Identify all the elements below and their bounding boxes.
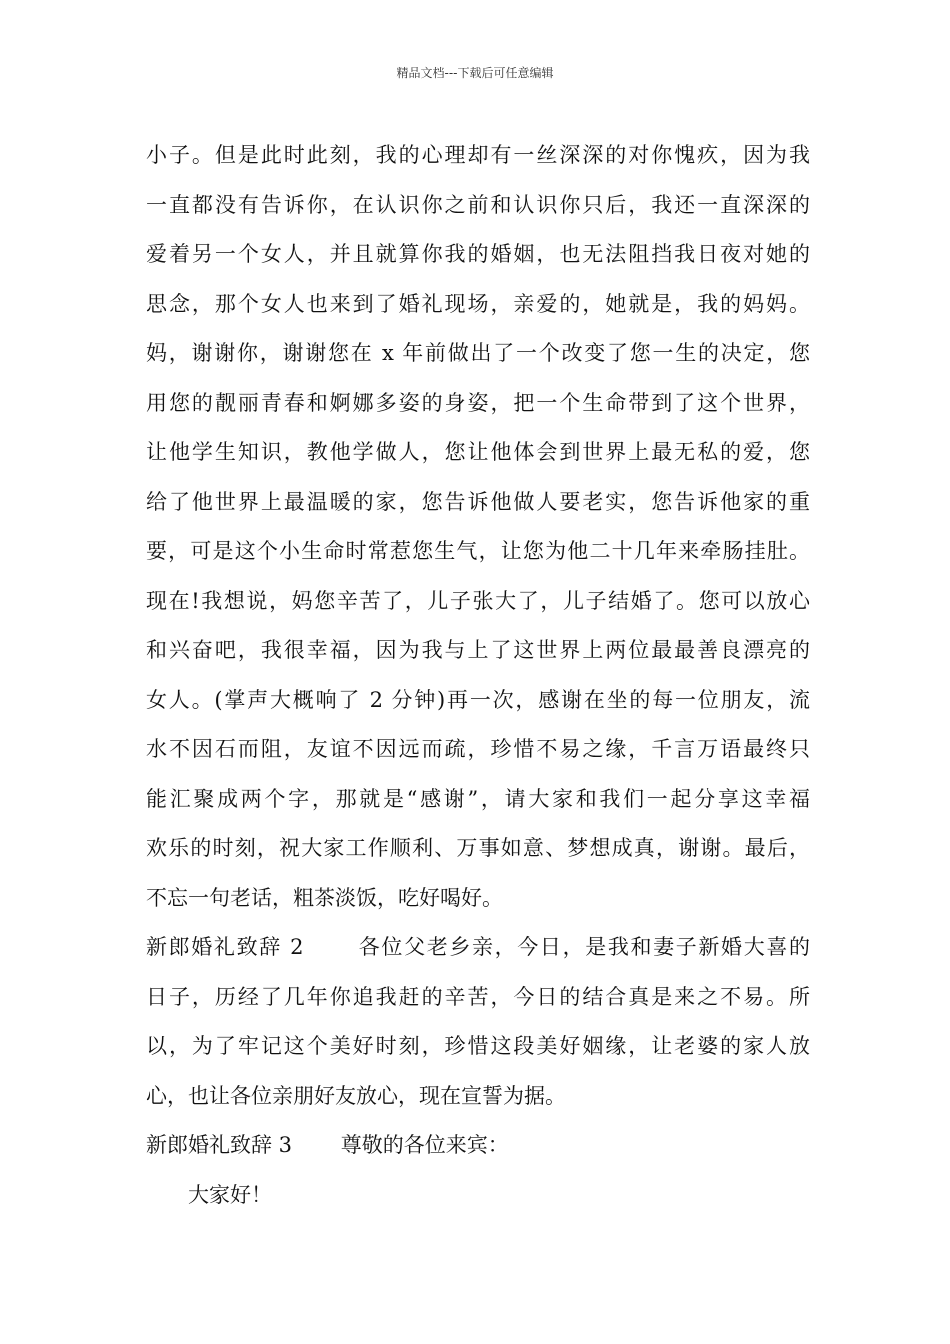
section-heading-line: 新郎婚礼致辞 2 各位父老乡亲，今日，是我和妻子新婚大喜的 (146, 935, 810, 959)
text-line: 给了他世界上最温暖的家，您告诉他做人要老实，您告诉他家的重 (146, 489, 810, 514)
text-line: 现在!我想说，妈您辛苦了，儿子张大了，儿子结婚了。您可以放心 (146, 588, 810, 613)
section-heading-line: 新郎婚礼致辞 3 尊敬的各位来宾： (146, 1133, 509, 1157)
text-line: 小子。但是此时此刻，我的心理却有一丝深深的对你愧疚，因为我 (146, 143, 810, 167)
text-line: 日子，历经了几年你追我赶的辛苦，今日的结合真是来之不易。所 (146, 984, 810, 1009)
page-header: 精品文档---下载后可任意编辑 (396, 66, 554, 80)
text-line: 水不因石而阻，友谊不因远而疏，珍惜不易之缘，千言万语最终只 (146, 737, 810, 761)
text-line: 不忘一句老话，粗茶淡饭，吃好喝好。 (146, 885, 503, 910)
text-line: 妈，谢谢你，谢谢您在 x 年前做出了一个改变了您一生的决定，您 (146, 341, 810, 365)
text-line: 能汇聚成两个字，那就是“感谢”，请大家和我们一起分享这幸福 (146, 786, 810, 811)
text-line: 和兴奋吧，我很幸福，因为我与上了这世界上两位最最善良漂亮的 (146, 638, 810, 662)
text-line: 思念，那个女人也来到了婚礼现场，亲爱的，她就是，我的妈妈。 (146, 291, 810, 316)
greeting-line: 大家好！ (188, 1182, 272, 1207)
text-line: 心，也让各位亲朋好友放心，现在宣誓为据。 (146, 1083, 566, 1108)
text-line: 以，为了牢记这个美好时刻，珍惜这段美好姻缘，让老婆的家人放 (146, 1034, 810, 1058)
text-line: 一直都没有告诉你，在认识你之前和认识你只后，我还一直深深的 (146, 192, 810, 217)
text-line: 欢乐的时刻，祝大家工作顺利、万事如意、梦想成真，谢谢。最后， (146, 836, 810, 860)
text-line: 女人。(掌声大概响了 2 分钟)再一次，感谢在坐的每一位朋友，流 (146, 687, 810, 712)
text-line: 用您的靓丽青春和婀娜多姿的身姿，把一个生命带到了这个世界， (146, 390, 810, 415)
text-line: 让他学生知识，教他学做人，您让他体会到世界上最无私的爱，您 (146, 440, 810, 464)
text-line: 要，可是这个小生命时常惹您生气，让您为他二十几年来牵肠挂肚。 (146, 539, 810, 563)
text-line: 爱着另一个女人，并且就算你我的婚姻，也无法阻挡我日夜对她的 (146, 242, 810, 266)
document-body (146, 131, 810, 1220)
